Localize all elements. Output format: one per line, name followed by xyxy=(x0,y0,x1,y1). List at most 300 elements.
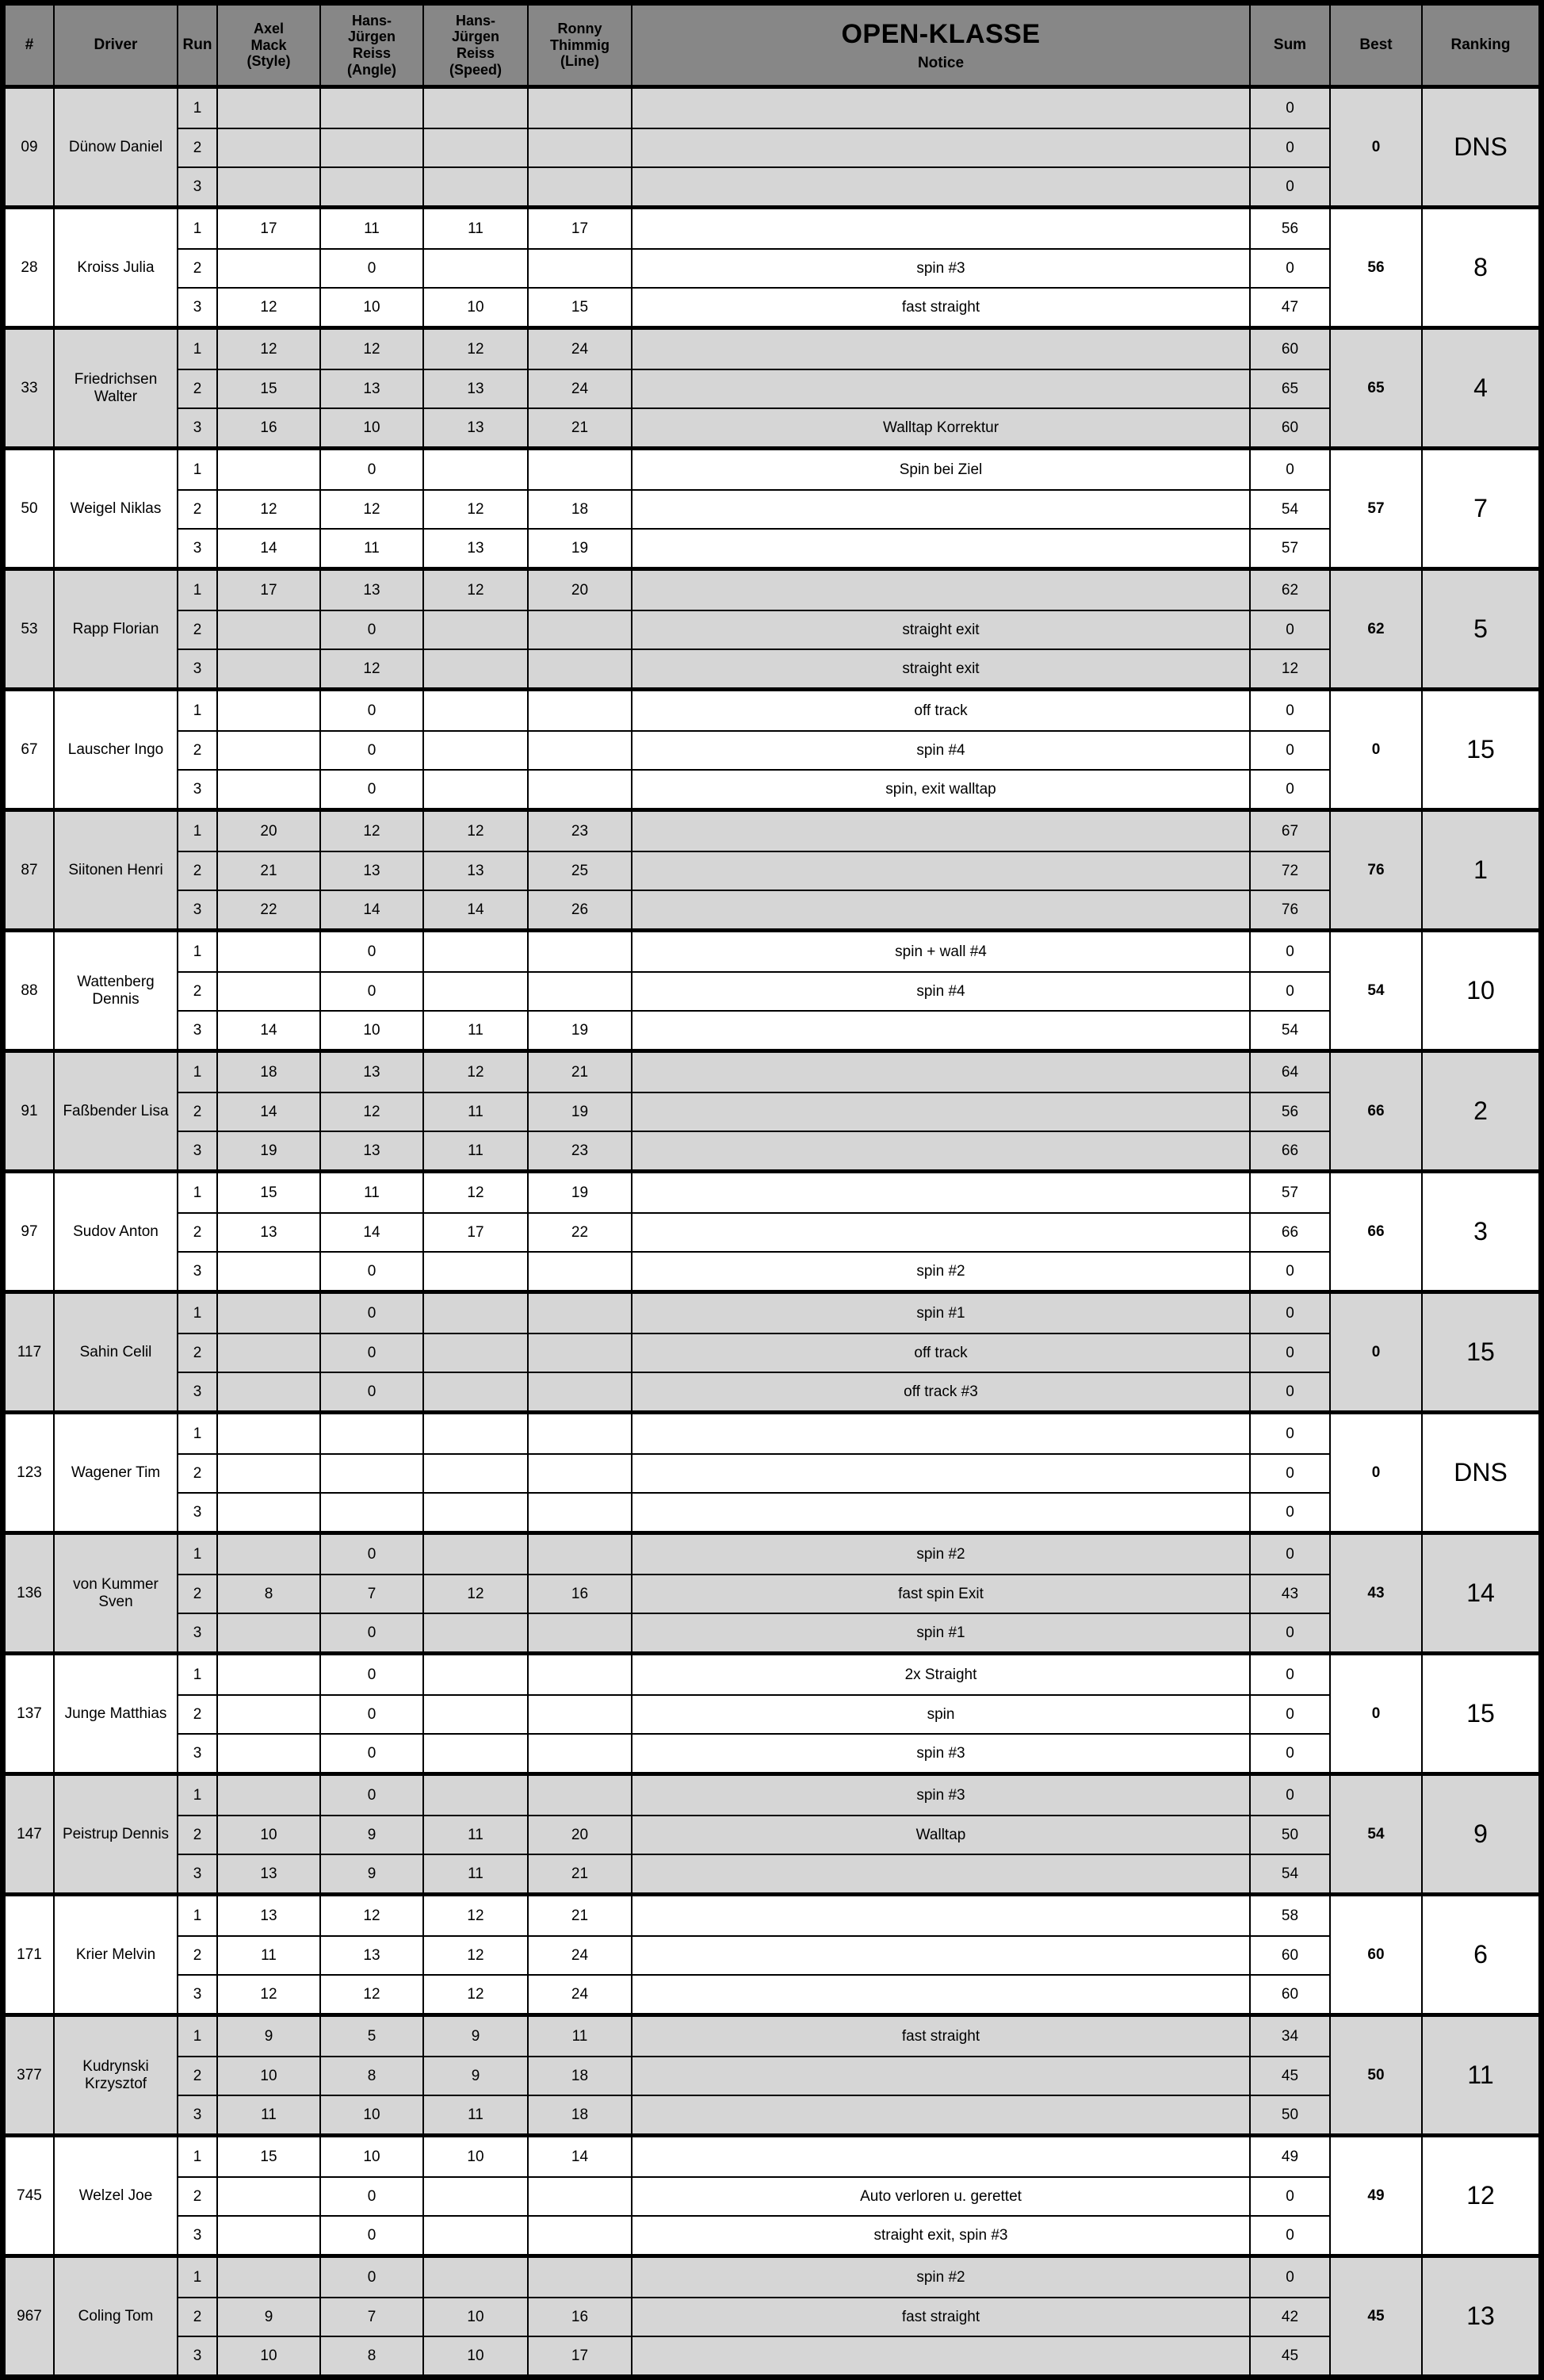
ranking-cell: 15 xyxy=(1421,1655,1538,1772)
line-score-cell xyxy=(527,730,631,769)
angle-score-cell: 13 xyxy=(319,369,422,408)
driver-name-cell: Krier Melvin xyxy=(53,1896,177,2013)
run-number-cell: 3 xyxy=(177,408,216,446)
driver-number-cell: 88 xyxy=(21,981,38,999)
angle-score-cell: 0 xyxy=(319,1294,422,1333)
run-number-cell: 1 xyxy=(177,571,216,610)
style-score-cell xyxy=(216,1333,319,1372)
run-number-cell: 2 xyxy=(177,2297,216,2336)
notice-cell: fast straight xyxy=(631,287,1249,326)
driver-name-cell: Wagener Tim xyxy=(53,1414,177,1531)
notice-cell xyxy=(631,571,1249,610)
ranking-cell: 7 xyxy=(1421,450,1538,567)
sum-cell: 0 xyxy=(1249,1333,1329,1372)
notice-cell xyxy=(631,1414,1249,1453)
run-number-cell: 2 xyxy=(177,369,216,408)
best-cell: 0 xyxy=(1329,1414,1421,1531)
style-score-cell xyxy=(216,89,319,128)
line-score-cell: 23 xyxy=(527,1131,631,1169)
speed-score-cell: 9 xyxy=(422,2017,527,2056)
run-number-cell: 1 xyxy=(177,1896,216,1935)
run-number-cell: 2 xyxy=(177,1815,216,1854)
line-score-cell xyxy=(527,2176,631,2215)
line-score-cell: 21 xyxy=(527,1053,631,1092)
table-header xyxy=(6,6,1538,85)
style-score-cell xyxy=(216,1535,319,1574)
run-number-cell: 2 xyxy=(177,1935,216,1974)
style-score-cell: 9 xyxy=(216,2297,319,2336)
angle-score-cell: 12 xyxy=(319,649,422,687)
sum-cell: 72 xyxy=(1249,851,1329,890)
angle-score-cell: 0 xyxy=(319,1655,422,1694)
speed-score-cell xyxy=(422,1414,527,1453)
driver-name-cell: Welzel Joe xyxy=(53,2137,177,2254)
notice-cell: Walltap xyxy=(631,1815,1249,1854)
driver-name-cell: Coling Tom xyxy=(53,2258,177,2374)
run-number-cell: 1 xyxy=(177,2258,216,2297)
notice-cell: fast straight xyxy=(631,2297,1249,2336)
angle-score-cell: 12 xyxy=(319,1974,422,2013)
style-score-cell: 17 xyxy=(216,571,319,610)
sum-cell: 57 xyxy=(1249,1173,1329,1212)
notice-cell: spin #4 xyxy=(631,971,1249,1010)
style-score-cell: 13 xyxy=(216,1896,319,1935)
header-ranking: Ranking xyxy=(1421,6,1538,85)
notice-cell: off track xyxy=(631,1333,1249,1372)
driver-name-cell: Dünow Daniel xyxy=(53,89,177,205)
line-score-cell: 24 xyxy=(527,1974,631,2013)
best-cell: 57 xyxy=(1329,450,1421,567)
notice-cell xyxy=(631,528,1249,567)
run-number-cell: 1 xyxy=(177,932,216,971)
style-score-cell xyxy=(216,1655,319,1694)
angle-score-cell: 11 xyxy=(319,1173,422,1212)
speed-score-cell xyxy=(422,2258,527,2297)
sum-cell: 67 xyxy=(1249,812,1329,851)
driver-number-cell: 377 xyxy=(17,2066,42,2083)
run-number-cell: 3 xyxy=(177,649,216,687)
line-score-cell xyxy=(527,971,631,1010)
notice-cell xyxy=(631,166,1249,205)
header-notice xyxy=(631,6,1249,85)
style-score-cell xyxy=(216,649,319,687)
speed-score-cell xyxy=(422,2176,527,2215)
style-score-cell xyxy=(216,128,319,166)
sum-cell: 42 xyxy=(1249,2297,1329,2336)
run-number-cell: 3 xyxy=(177,528,216,567)
angle-score-cell: 0 xyxy=(319,2176,422,2215)
style-score-cell: 8 xyxy=(216,1574,319,1613)
speed-score-cell xyxy=(422,248,527,287)
line-score-cell: 17 xyxy=(527,2336,631,2374)
style-score-cell xyxy=(216,1492,319,1531)
style-score-cell: 18 xyxy=(216,1053,319,1092)
angle-score-cell: 14 xyxy=(319,1212,422,1251)
notice-cell xyxy=(631,851,1249,890)
driver-number-cell: 147 xyxy=(17,1825,42,1842)
angle-score-cell: 0 xyxy=(319,2258,422,2297)
ranking-cell: 8 xyxy=(1421,209,1538,326)
speed-score-cell xyxy=(422,1492,527,1531)
run-number-cell: 2 xyxy=(177,489,216,528)
speed-score-cell xyxy=(422,1733,527,1772)
angle-score-cell xyxy=(319,1414,422,1453)
angle-score-cell: 10 xyxy=(319,2137,422,2176)
driver-block xyxy=(6,446,1538,567)
sum-cell: 64 xyxy=(1249,1053,1329,1092)
line-score-cell xyxy=(527,1776,631,1815)
speed-score-cell: 12 xyxy=(422,1974,527,2013)
angle-score-cell: 0 xyxy=(319,691,422,730)
angle-score-cell: 9 xyxy=(319,1854,422,1892)
style-score-cell xyxy=(216,2176,319,2215)
driver-name-cell: Kudrynski Krzysztof xyxy=(53,2017,177,2133)
sum-cell: 0 xyxy=(1249,1492,1329,1531)
line-score-cell xyxy=(527,1294,631,1333)
driver-block xyxy=(6,1049,1538,1169)
driver-number-cell: 136 xyxy=(17,1584,42,1601)
run-number-cell: 2 xyxy=(177,2056,216,2095)
angle-score-cell: 11 xyxy=(319,528,422,567)
driver-number-cell: 67 xyxy=(21,740,38,758)
run-number-cell: 1 xyxy=(177,1053,216,1092)
driver-name-cell: Kroiss Julia xyxy=(53,209,177,326)
run-number-cell: 2 xyxy=(177,128,216,166)
header-judge-angle: Hans-Jürgen Reiss (Angle) xyxy=(319,6,422,85)
speed-score-cell xyxy=(422,2215,527,2254)
sum-cell: 49 xyxy=(1249,2137,1329,2176)
notice-cell xyxy=(631,209,1249,248)
line-score-cell: 19 xyxy=(527,528,631,567)
speed-score-cell xyxy=(422,691,527,730)
speed-score-cell xyxy=(422,730,527,769)
angle-score-cell: 0 xyxy=(319,450,422,489)
style-score-cell: 12 xyxy=(216,489,319,528)
angle-score-cell: 10 xyxy=(319,408,422,446)
angle-score-cell: 7 xyxy=(319,1574,422,1613)
angle-score-cell: 7 xyxy=(319,2297,422,2336)
angle-score-cell xyxy=(319,166,422,205)
notice-cell: Walltap Korrektur xyxy=(631,408,1249,446)
run-number-cell: 1 xyxy=(177,691,216,730)
notice-cell: spin #1 xyxy=(631,1294,1249,1333)
run-number-cell: 3 xyxy=(177,1010,216,1049)
speed-score-cell: 12 xyxy=(422,330,527,369)
sum-cell: 56 xyxy=(1249,209,1329,248)
ranking-cell: 10 xyxy=(1421,932,1538,1049)
sum-cell: 0 xyxy=(1249,2215,1329,2254)
angle-score-cell: 0 xyxy=(319,932,422,971)
line-score-cell: 21 xyxy=(527,1854,631,1892)
best-cell: 54 xyxy=(1329,932,1421,1049)
driver-block xyxy=(6,1169,1538,1290)
angle-score-cell: 13 xyxy=(319,851,422,890)
speed-score-cell xyxy=(422,89,527,128)
line-score-cell: 21 xyxy=(527,1896,631,1935)
line-score-cell: 20 xyxy=(527,1815,631,1854)
run-number-cell: 2 xyxy=(177,730,216,769)
speed-score-cell: 10 xyxy=(422,2297,527,2336)
sum-cell: 0 xyxy=(1249,128,1329,166)
line-score-cell xyxy=(527,1251,631,1290)
run-number-cell: 2 xyxy=(177,1453,216,1492)
speed-score-cell xyxy=(422,1333,527,1372)
notice-cell xyxy=(631,489,1249,528)
notice-cell: spin, exit walltap xyxy=(631,769,1249,808)
speed-score-cell xyxy=(422,1694,527,1733)
sum-cell: 0 xyxy=(1249,932,1329,971)
header-judge-speed: Hans-Jürgen Reiss (Speed) xyxy=(422,6,527,85)
angle-score-cell xyxy=(319,1492,422,1531)
style-score-cell xyxy=(216,450,319,489)
angle-score-cell: 13 xyxy=(319,571,422,610)
run-number-cell: 3 xyxy=(177,1251,216,1290)
sum-cell: 54 xyxy=(1249,489,1329,528)
angle-score-cell: 0 xyxy=(319,769,422,808)
style-score-cell: 10 xyxy=(216,2336,319,2374)
notice-cell: spin #2 xyxy=(631,1251,1249,1290)
line-score-cell: 20 xyxy=(527,571,631,610)
ranking-cell: 15 xyxy=(1421,691,1538,808)
sum-cell: 66 xyxy=(1249,1131,1329,1169)
run-number-cell: 3 xyxy=(177,1733,216,1772)
angle-score-cell: 10 xyxy=(319,2095,422,2133)
style-score-cell: 15 xyxy=(216,2137,319,2176)
speed-score-cell xyxy=(422,769,527,808)
speed-score-cell: 10 xyxy=(422,2336,527,2374)
run-number-cell: 3 xyxy=(177,1372,216,1410)
sum-cell: 54 xyxy=(1249,1854,1329,1892)
sum-cell: 0 xyxy=(1249,691,1329,730)
style-score-cell: 15 xyxy=(216,1173,319,1212)
speed-score-cell xyxy=(422,610,527,649)
run-number-cell: 2 xyxy=(177,1694,216,1733)
sum-cell: 50 xyxy=(1249,2095,1329,2133)
notice-cell: spin + wall #4 xyxy=(631,932,1249,971)
line-score-cell xyxy=(527,1694,631,1733)
angle-score-cell: 0 xyxy=(319,248,422,287)
line-score-cell xyxy=(527,1655,631,1694)
sum-cell: 0 xyxy=(1249,610,1329,649)
sum-cell: 0 xyxy=(1249,1294,1329,1333)
notice-cell: Auto verloren u. gerettet xyxy=(631,2176,1249,2215)
run-number-cell: 1 xyxy=(177,2137,216,2176)
run-number-cell: 1 xyxy=(177,1535,216,1574)
notice-cell: straight exit, spin #3 xyxy=(631,2215,1249,2254)
run-number-cell: 2 xyxy=(177,1092,216,1131)
notice-cell xyxy=(631,1935,1249,1974)
line-score-cell: 18 xyxy=(527,489,631,528)
notice-cell xyxy=(631,1173,1249,1212)
driver-number-cell: 137 xyxy=(17,1705,42,1722)
header-judge-style: Axel Mack (Style) xyxy=(216,6,319,85)
notice-cell xyxy=(631,2137,1249,2176)
speed-score-cell xyxy=(422,1776,527,1815)
speed-score-cell: 11 xyxy=(422,1010,527,1049)
ranking-cell: DNS xyxy=(1421,1414,1538,1531)
style-score-cell: 10 xyxy=(216,1815,319,1854)
style-score-cell: 13 xyxy=(216,1854,319,1892)
angle-score-cell: 14 xyxy=(319,890,422,928)
driver-number-cell: 33 xyxy=(21,379,38,396)
best-cell: 50 xyxy=(1329,2017,1421,2133)
sum-cell: 56 xyxy=(1249,1092,1329,1131)
sum-cell: 62 xyxy=(1249,571,1329,610)
sum-cell: 0 xyxy=(1249,730,1329,769)
run-number-cell: 3 xyxy=(177,166,216,205)
run-number-cell: 2 xyxy=(177,1333,216,1372)
angle-score-cell: 0 xyxy=(319,1333,422,1372)
run-number-cell: 3 xyxy=(177,287,216,326)
speed-score-cell: 11 xyxy=(422,1854,527,1892)
speed-score-cell: 12 xyxy=(422,571,527,610)
best-cell: 49 xyxy=(1329,2137,1421,2254)
angle-score-cell: 12 xyxy=(319,812,422,851)
speed-score-cell: 12 xyxy=(422,812,527,851)
run-number-cell: 1 xyxy=(177,1655,216,1694)
sum-cell: 0 xyxy=(1249,2176,1329,2215)
angle-score-cell: 5 xyxy=(319,2017,422,2056)
sum-cell: 60 xyxy=(1249,1935,1329,1974)
notice-label: Notice xyxy=(917,54,965,71)
run-number-cell: 1 xyxy=(177,209,216,248)
notice-cell xyxy=(631,1896,1249,1935)
line-score-cell: 23 xyxy=(527,812,631,851)
run-number-cell: 2 xyxy=(177,2176,216,2215)
driver-name-cell: Weigel Niklas xyxy=(53,450,177,567)
run-number-cell: 3 xyxy=(177,1613,216,1651)
style-score-cell xyxy=(216,769,319,808)
driver-number-cell: 97 xyxy=(21,1223,38,1240)
speed-score-cell: 13 xyxy=(422,408,527,446)
run-number-cell: 1 xyxy=(177,89,216,128)
ranking-cell: 11 xyxy=(1421,2017,1538,2133)
notice-cell xyxy=(631,330,1249,369)
best-cell: 0 xyxy=(1329,1655,1421,1772)
driver-block xyxy=(6,1290,1538,1410)
notice-cell xyxy=(631,890,1249,928)
driver-name-cell: Rapp Florian xyxy=(53,571,177,687)
speed-score-cell xyxy=(422,1655,527,1694)
sum-cell: 66 xyxy=(1249,1212,1329,1251)
line-score-cell: 17 xyxy=(527,209,631,248)
style-score-cell xyxy=(216,730,319,769)
run-number-cell: 2 xyxy=(177,971,216,1010)
style-score-cell xyxy=(216,1694,319,1733)
line-score-cell: 26 xyxy=(527,890,631,928)
notice-cell: spin #2 xyxy=(631,1535,1249,1574)
best-cell: 65 xyxy=(1329,330,1421,446)
speed-score-cell xyxy=(422,450,527,489)
notice-cell xyxy=(631,1010,1249,1049)
line-score-cell xyxy=(527,1333,631,1372)
angle-score-cell: 0 xyxy=(319,1535,422,1574)
line-score-cell: 21 xyxy=(527,408,631,446)
header-best: Best xyxy=(1329,6,1421,85)
ranking-cell: 15 xyxy=(1421,1294,1538,1410)
angle-score-cell: 9 xyxy=(319,1815,422,1854)
style-score-cell xyxy=(216,610,319,649)
style-score-cell xyxy=(216,2258,319,2297)
line-score-cell: 24 xyxy=(527,1935,631,1974)
style-score-cell: 15 xyxy=(216,369,319,408)
driver-number-cell: 117 xyxy=(17,1343,42,1360)
sum-cell: 12 xyxy=(1249,649,1329,687)
notice-cell: spin #3 xyxy=(631,1776,1249,1815)
speed-score-cell xyxy=(422,166,527,205)
notice-cell xyxy=(631,1053,1249,1092)
run-number-cell: 2 xyxy=(177,248,216,287)
sum-cell: 54 xyxy=(1249,1010,1329,1049)
style-score-cell: 21 xyxy=(216,851,319,890)
style-score-cell: 10 xyxy=(216,2056,319,2095)
sum-cell: 0 xyxy=(1249,1733,1329,1772)
header-judge-line: Ronny Thimmig (Line) xyxy=(527,6,631,85)
line-score-cell: 11 xyxy=(527,2017,631,2056)
best-cell: 66 xyxy=(1329,1053,1421,1169)
style-score-cell xyxy=(216,2215,319,2254)
style-score-cell: 13 xyxy=(216,1212,319,1251)
run-number-cell: 3 xyxy=(177,1854,216,1892)
speed-score-cell: 11 xyxy=(422,209,527,248)
notice-cell: 2x Straight xyxy=(631,1655,1249,1694)
class-title: OPEN-KLASSE xyxy=(841,18,1041,49)
driver-number-cell: 171 xyxy=(17,1946,42,1963)
speed-score-cell: 11 xyxy=(422,1131,527,1169)
sum-cell: 0 xyxy=(1249,1535,1329,1574)
line-score-cell xyxy=(527,610,631,649)
line-score-cell: 24 xyxy=(527,369,631,408)
notice-cell: off track #3 xyxy=(631,1372,1249,1410)
driver-name-cell: Faßbender Lisa xyxy=(53,1053,177,1169)
notice-cell xyxy=(631,1131,1249,1169)
sum-cell: 47 xyxy=(1249,287,1329,326)
line-score-cell: 16 xyxy=(527,2297,631,2336)
sum-cell: 34 xyxy=(1249,2017,1329,2056)
style-score-cell: 11 xyxy=(216,1935,319,1974)
line-score-cell: 19 xyxy=(527,1173,631,1212)
header-num: # xyxy=(25,36,34,54)
angle-score-cell: 8 xyxy=(319,2336,422,2374)
driver-block xyxy=(6,1531,1538,1651)
driver-block xyxy=(6,1410,1538,1531)
line-score-cell xyxy=(527,166,631,205)
angle-score-cell xyxy=(319,1453,422,1492)
driver-name-cell: Lauscher Ingo xyxy=(53,691,177,808)
sum-cell: 76 xyxy=(1249,890,1329,928)
style-score-cell: 14 xyxy=(216,1092,319,1131)
driver-name-cell: Sahin Celil xyxy=(53,1294,177,1410)
run-number-cell: 1 xyxy=(177,1173,216,1212)
line-score-cell xyxy=(527,649,631,687)
best-cell: 0 xyxy=(1329,89,1421,205)
driver-number-cell: 745 xyxy=(17,2187,42,2204)
run-number-cell: 1 xyxy=(177,330,216,369)
driver-name-cell: Wattenberg Dennis xyxy=(53,932,177,1049)
run-number-cell: 3 xyxy=(177,1131,216,1169)
run-number-cell: 2 xyxy=(177,610,216,649)
notice-cell xyxy=(631,89,1249,128)
style-score-cell: 14 xyxy=(216,528,319,567)
speed-score-cell: 12 xyxy=(422,1053,527,1092)
notice-cell xyxy=(631,128,1249,166)
line-score-cell: 22 xyxy=(527,1212,631,1251)
style-score-cell xyxy=(216,1414,319,1453)
style-score-cell xyxy=(216,691,319,730)
driver-number-cell: 28 xyxy=(21,258,38,276)
notice-cell xyxy=(631,1092,1249,1131)
run-number-cell: 2 xyxy=(177,1574,216,1613)
